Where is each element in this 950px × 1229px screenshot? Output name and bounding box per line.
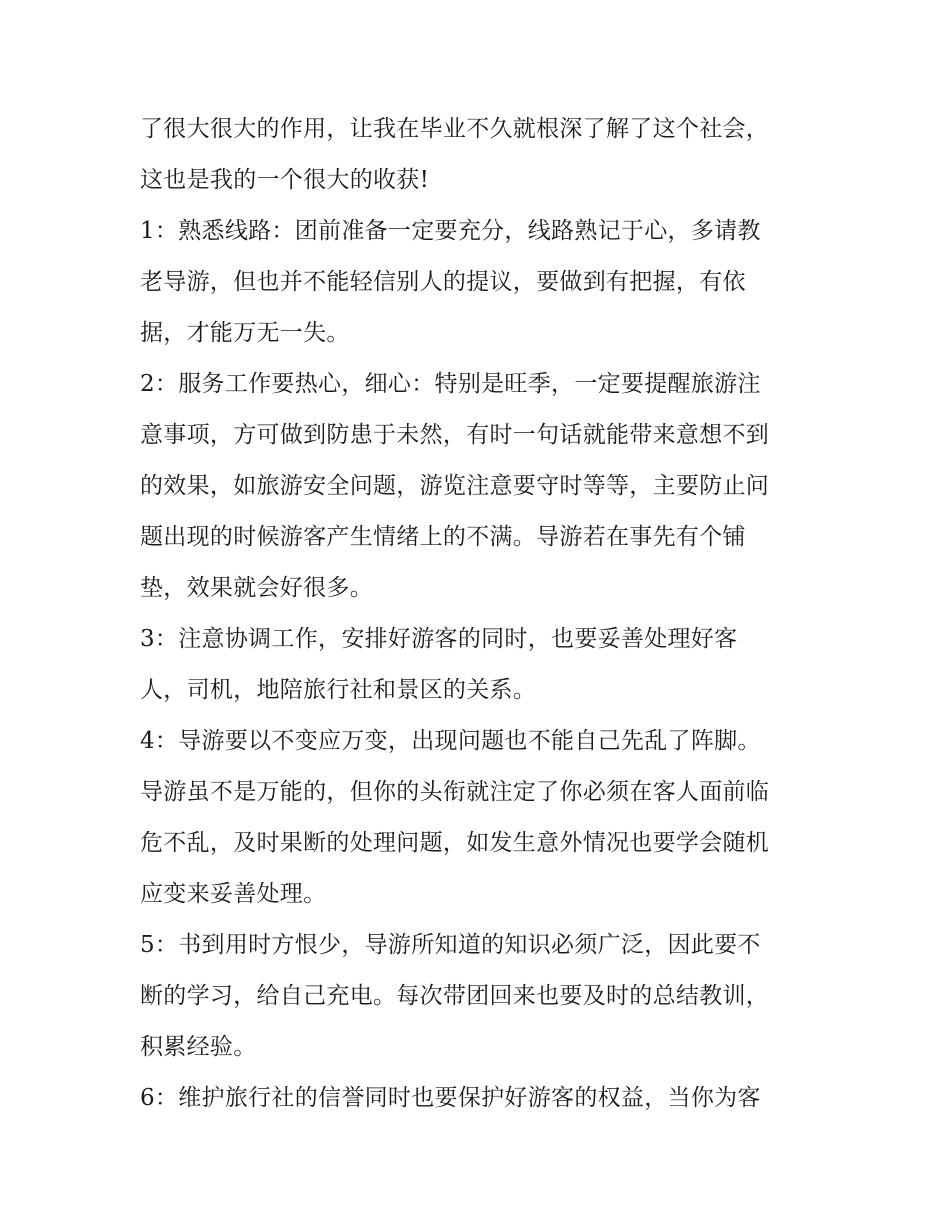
text-line: 这也是我的一个很大的收获!	[140, 167, 430, 193]
text-line: 了很大很大的作用，让我在毕业不久就根深了解了这个社会，	[140, 116, 770, 142]
text-line: 积累经验。	[140, 1034, 257, 1060]
text-line: 题出现的时候游客产生情绪上的不满。导游若在事先有个铺	[140, 524, 746, 550]
text-line: 人，司机，地陪旅行社和景区的关系。	[140, 677, 537, 703]
text-line: 1：熟悉线路：团前准备一定要充分，线路熟记于心，多请教	[140, 218, 761, 244]
text-line: 据，才能万无一失。	[140, 320, 350, 346]
text-line: 的效果，如旅游安全问题，游览注意要守时等等，主要防止问	[140, 473, 770, 499]
text-line: 危不乱，及时果断的处理问题，如发生意外情况也要学会随机	[140, 830, 770, 856]
document-body	[140, 104, 830, 1124]
text-line: 导游虽不是万能的，但你的头衔就注定了你必须在客人面前临	[140, 779, 770, 805]
text-line: 6：维护旅行社的信誉同时也要保护好游客的权益，当你为客	[140, 1085, 761, 1111]
text-line: 4：导游要以不变应万变，出现问题也不能自己先乱了阵脚。	[140, 728, 761, 754]
text-line: 垫，效果就会好很多。	[140, 575, 373, 601]
text-line: 断的学习，给自己充电。每次带团回来也要及时的总结教训，	[140, 983, 770, 1009]
text-line: 老导游，但也并不能轻信别人的提议，要做到有把握，有依	[140, 269, 746, 295]
text-line: 应变来妥善处理。	[140, 881, 327, 907]
text-line: 3：注意协调工作，安排好游客的同时，也要妥善处理好客	[140, 626, 738, 652]
text-line: 5：书到用时方恨少，导游所知道的知识必须广泛，因此要不	[140, 932, 761, 958]
text-line: 意事项，方可做到防患于未然，有时一句话就能带来意想不到	[140, 422, 770, 448]
text-line: 2：服务工作要热心，细心：特别是旺季，一定要提醒旅游注	[140, 371, 761, 397]
